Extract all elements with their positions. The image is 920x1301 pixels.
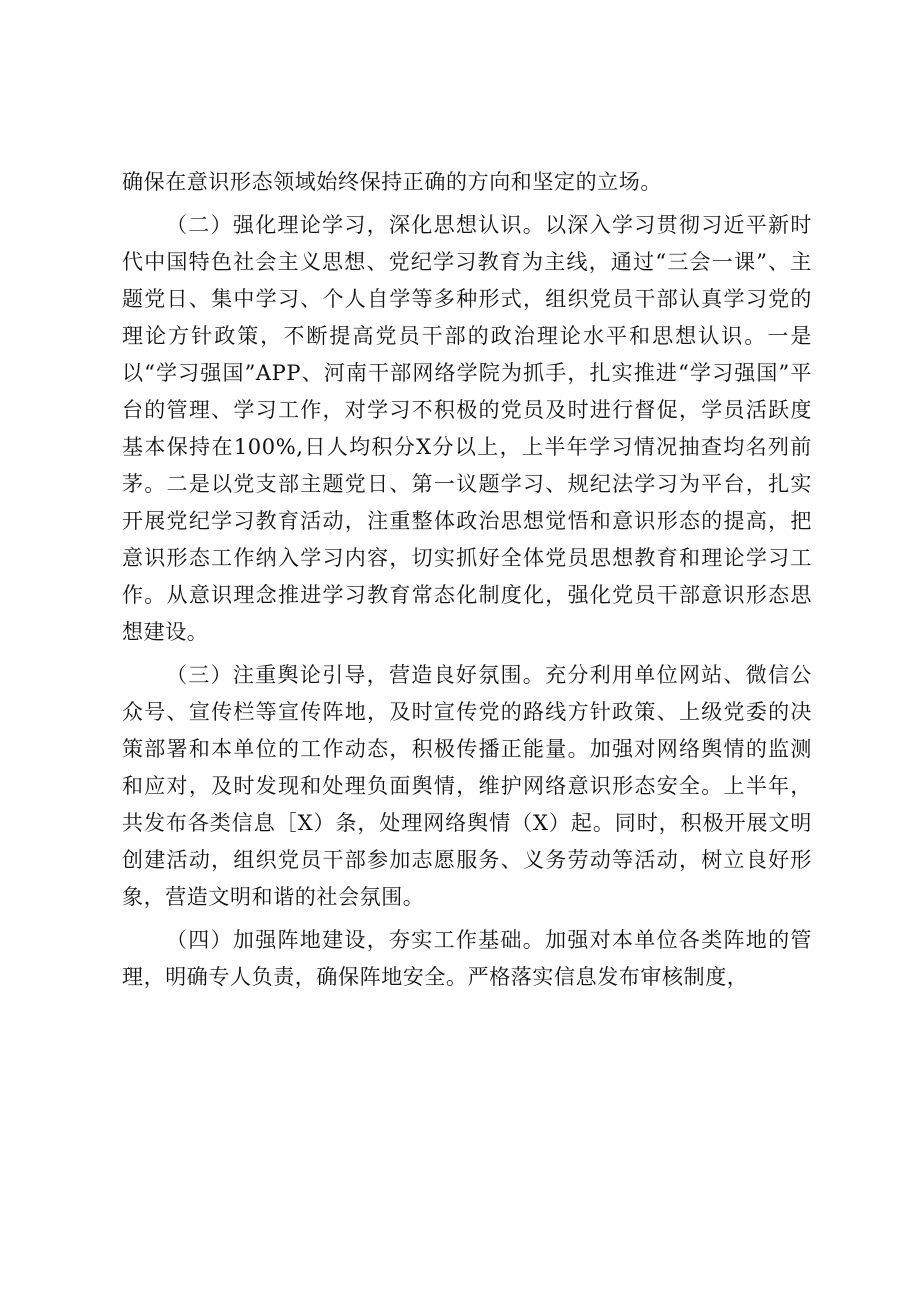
document-body xyxy=(122,164,812,1002)
paragraph-continuation: 确保在意识形态领域始终保持正确的方向和坚定的立场。 xyxy=(122,170,662,194)
paragraph-theory-study: （二）强化理论学习，深化思想认识。以深入学习贯彻习近平新时代中国特色社会主义思想、党纪学习教育为主线，通过“三会一课”、主题党日、集中学习、个人自学等多种形式，组织党员干部认真学习党的理论方针政策，不断提高党员干部的政治理论水平和思想认识。一是以“学习强国”APP、河南干部网络学院为抓手，扎实推进“学习强国”平台的管理、学习工作，对学习不积极的党员及时进行督促，学员活跃度基本保持在100%,日人均积分X分以上，上半年学习情况抽查均名列前茅。二是以党支部主题党日、第一议题学习、规纪法学习为平台，扎实开展党纪学习教育活动，注重整体政治思想觉悟和意识形态的提高，把意识形态工作纳入学习内容，切实抓好全体党员思想教育和理论学习工作。从意识理念推进学习教育常态化制度化，强化党员干部意识形态思想建设。 xyxy=(122,213,812,644)
paragraph-public-opinion: （三）注重舆论引导，营造良好氛围。充分利用单位网站、微信公众号、宣传栏等宣传阵地，及时宣传党的路线方针政策、上级党委的决策部署和本单位的工作动态，积极传播正能量。加强对网络舆情的监测和应对，及时发现和处理负面舆情，维护网络意识形态安全。上半年，共发布各类信息［X）条，处理网络舆情（X）起。同时，积极开展文明创建活动，组织党员干部参加志愿服务、义务劳动等活动，树立良好形象，营造文明和谐的社会氛围。 xyxy=(122,663,812,909)
paragraph-position-building: （四）加强阵地建设，夯实工作基础。加强对本单位各类阵地的管理，明确专人负责，确保阵地安全。严格落实信息发布审核制度， xyxy=(122,928,812,989)
